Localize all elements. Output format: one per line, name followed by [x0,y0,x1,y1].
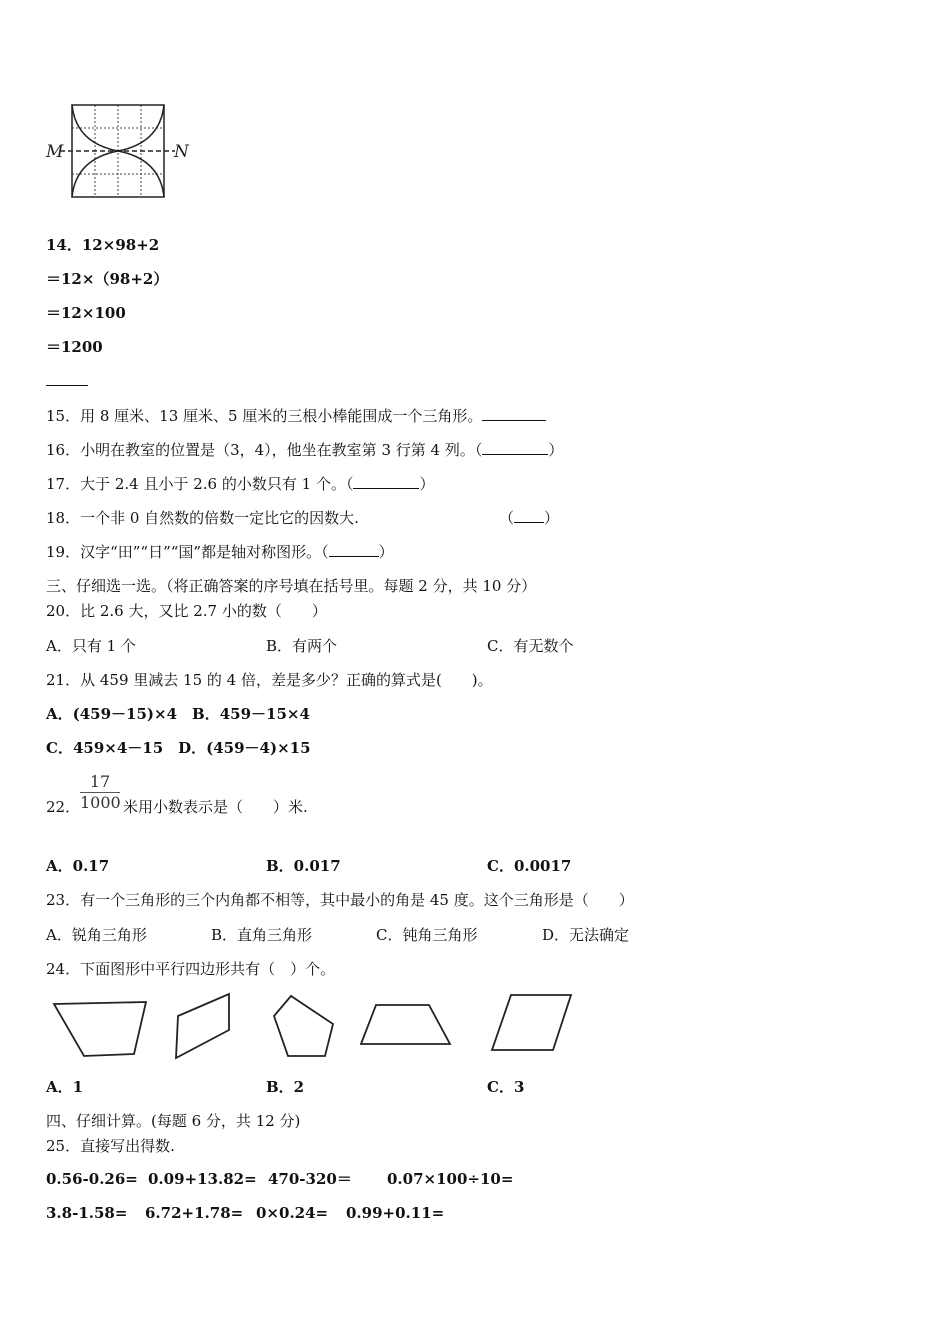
calc-item: 0.99+0.11= [346,1204,445,1222]
q24: 24．下面图形中平行四边形共有（ ）个。 [46,960,336,978]
q22-suffix: 米用小数表示是（ ）米. [123,798,308,816]
q14-line4: ＝1200 [46,338,103,356]
q19-blank[interactable] [329,542,379,557]
q22-option-a[interactable]: A．0.17 [46,857,110,875]
q18-answer: （ ） [499,509,560,527]
q15-blank[interactable] [482,406,546,421]
q17-blank[interactable] [353,474,419,489]
shape-parallelogram-small [176,994,229,1058]
q17: 17．大于 2.4 且小于 2.6 的小数只有 1 个。（ ） [46,475,435,493]
q23-option-a[interactable]: A．锐角三角形 [46,926,147,944]
calc-item: 3.8-1.58= [46,1204,128,1222]
calc-item: 0.09+13.82= [148,1170,257,1188]
q22-option-b[interactable]: B．0.017 [266,857,341,875]
q22-prefix: 22． [46,798,81,816]
q14-answer-blank[interactable] [46,371,88,391]
q25: 25．直接写出得数. [46,1137,175,1155]
q24-option-c[interactable]: C．3 [487,1078,525,1096]
calc-item: 0.07×100÷10= [387,1170,514,1188]
q23-option-d[interactable]: D．无法确定 [542,926,630,944]
fraction-denominator: 1000 [80,793,121,812]
shape-trapezoid-inverted [54,1002,146,1056]
q21-options-cd[interactable]: C．459×4－15 D．(459－4)×15 [46,739,311,757]
q24-option-b[interactable]: B．2 [266,1078,305,1096]
q21-options-ab[interactable]: A．(459－15)×4 B．459－15×4 [46,705,310,723]
symmetry-grid-diagram [40,95,200,205]
q20-option-b[interactable]: B．有两个 [266,637,338,655]
calc-item: 470-320＝ [268,1170,352,1188]
fraction-numerator: 17 [89,772,111,791]
q23: 23．有一个三角形的三个内角都不相等，其中最小的角是 45 度。这个三角形是（ ） [46,891,634,909]
q24-option-a[interactable]: A．1 [46,1078,84,1096]
q20: 20．比 2.6 大，又比 2.7 小的数（ ） [46,602,327,620]
q19: 19．汉字“田”“日”“国”都是轴对称图形。（ ） [46,543,394,561]
calc-item: 0×0.24= [256,1204,329,1222]
section3-heading: 三、仔细选一选。（将正确答案的序号填在括号里。每题 2 分，共 10 分） [46,577,537,595]
shape-parallelogram [492,995,571,1050]
q14-line1: 14．12×98+2 [46,236,160,254]
q20-option-c[interactable]: C．有无数个 [487,637,574,655]
q23-option-b[interactable]: B．直角三角形 [211,926,313,944]
q15: 15．用 8 厘米、13 厘米、5 厘米的三根小棒能围成一个三角形。 [46,406,546,426]
q18-blank[interactable] [514,508,544,523]
q24-shapes [46,988,606,1068]
q18: 18．一个非 0 自然数的倍数一定比它的因数大. [46,509,359,527]
q22-option-c[interactable]: C．0.0017 [487,857,572,875]
shape-trapezoid [361,1005,450,1044]
q20-option-a[interactable]: A．只有 1 个 [46,637,136,655]
q21: 21．从 459 里减去 15 的 4 倍，差是多少？正确的算式是( )。 [46,671,493,689]
section4-heading: 四、仔细计算。(每题 6 分，共 12 分) [46,1112,301,1130]
q14-line3: ＝12×100 [46,304,126,322]
q23-option-c[interactable]: C．钝角三角形 [376,926,478,944]
q14-line2: ＝12×（98+2） [46,270,169,288]
q16: 16．小明在教室的位置是（3，4），他坐在教室第 3 行第 4 列。（ ） [46,441,564,459]
q16-blank[interactable] [482,440,548,455]
q22-fraction [80,772,120,813]
calc-item: 6.72+1.78= [145,1204,244,1222]
calc-item: 0.56-0.26= [46,1170,138,1188]
label-m: M [46,142,64,162]
label-n: N [174,142,189,162]
shape-pentagon [274,996,333,1056]
